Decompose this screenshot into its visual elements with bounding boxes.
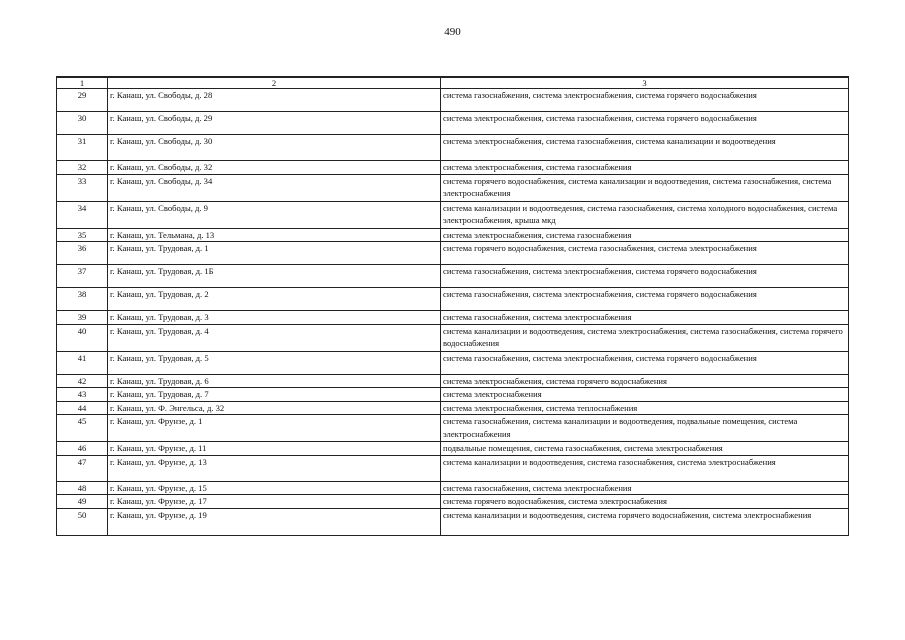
row-number-cell: 41 (57, 351, 108, 374)
systems-cell: система электроснабжения, система газоснабжения (441, 161, 849, 175)
table-row (57, 228, 849, 242)
systems-cell: система газоснабжения, система канализации и водоотведения, подвальные помещения, система электроснабжения (441, 415, 849, 442)
systems-cell: система электроснабжения, система горячего водоснабжения (441, 374, 849, 388)
table-row (57, 495, 849, 509)
table-row (57, 324, 849, 351)
systems-cell: система горячего водоснабжения, система канализации и водоотведения, система газоснабжения, система электроснабжения (441, 174, 849, 201)
address-cell: г. Канаш, ул. Трудовая, д. 4 (108, 324, 441, 351)
address-cell: г. Канаш, ул. Свободы, д. 30 (108, 135, 441, 161)
systems-cell: система электроснабжения, система газоснабжения, система горячего водоснабжения (441, 112, 849, 135)
address-cell: г. Канаш, ул. Свободы, д. 34 (108, 174, 441, 201)
address-cell: г. Канаш, ул. Фрунзе, д. 1 (108, 415, 441, 442)
row-number-cell: 42 (57, 374, 108, 388)
address-cell: г. Канаш, ул. Тельмана, д. 13 (108, 228, 441, 242)
row-number-cell: 34 (57, 201, 108, 228)
table-row (57, 288, 849, 311)
address-cell: г. Канаш, ул. Фрунзе, д. 15 (108, 481, 441, 495)
table-row (57, 442, 849, 456)
address-cell: г. Канаш, ул. Трудовая, д. 2 (108, 288, 441, 311)
systems-cell: система канализации и водоотведения, система газоснабжения, система холодного водоснабжения, система электроснабжения, крыша мкд (441, 201, 849, 228)
systems-cell: система канализации и водоотведения, система газоснабжения, система электроснабжения (441, 455, 849, 481)
systems-cell: система горячего водоснабжения, система газоснабжения, система электроснабжения (441, 242, 849, 265)
table-row (57, 415, 849, 442)
row-number-cell: 44 (57, 401, 108, 415)
row-number-cell: 39 (57, 311, 108, 325)
table-row (57, 481, 849, 495)
systems-cell: подвальные помещения, система газоснабжения, система электроснабжения (441, 442, 849, 456)
table-row (57, 135, 849, 161)
table-row (57, 374, 849, 388)
address-cell: г. Канаш, ул. Трудовая, д. 1 (108, 242, 441, 265)
table-row (57, 112, 849, 135)
row-number-cell: 35 (57, 228, 108, 242)
systems-cell: система электроснабжения, система теплоснабжения (441, 401, 849, 415)
table-row (57, 351, 849, 374)
systems-cell: система канализации и водоотведения, система электроснабжения, система газоснабжения, система горячего водоснабжения (441, 324, 849, 351)
address-cell: г. Канаш, ул. Фрунзе, д. 19 (108, 508, 441, 535)
table-row (57, 89, 849, 112)
address-cell: г. Канаш, ул. Трудовая, д. 1Б (108, 265, 441, 288)
table-header-row (57, 77, 849, 89)
page-number: 490 (444, 26, 461, 38)
table-row (57, 401, 849, 415)
table-row (57, 174, 849, 201)
row-number-cell: 33 (57, 174, 108, 201)
address-cell: г. Канаш, ул. Трудовая, д. 7 (108, 388, 441, 402)
systems-cell: система электроснабжения, система газоснабжения, система канализации и водоотведения (441, 135, 849, 161)
table-row (57, 388, 849, 402)
row-number-cell: 32 (57, 161, 108, 175)
table-row (57, 201, 849, 228)
systems-cell: система газоснабжения, система электроснабжения, система горячего водоснабжения (441, 288, 849, 311)
address-cell: г. Канаш, ул. Трудовая, д. 6 (108, 374, 441, 388)
address-cell: г. Канаш, ул. Свободы, д. 28 (108, 89, 441, 112)
address-cell: г. Канаш, ул. Трудовая, д. 5 (108, 351, 441, 374)
objects-table (56, 76, 849, 536)
row-number-cell: 30 (57, 112, 108, 135)
table-row (57, 508, 849, 535)
table-row (57, 311, 849, 325)
address-cell: г. Канаш, ул. Свободы, д. 29 (108, 112, 441, 135)
systems-cell: система газоснабжения, система электроснабжения (441, 311, 849, 325)
table-row (57, 455, 849, 481)
column-header-2: 2 (108, 77, 441, 89)
table-row (57, 265, 849, 288)
table-row (57, 242, 849, 265)
systems-cell: система электроснабжения (441, 388, 849, 402)
address-cell: г. Канаш, ул. Ф. Энгельса, д. 32 (108, 401, 441, 415)
address-cell: г. Канаш, ул. Свободы, д. 9 (108, 201, 441, 228)
systems-cell: система канализации и водоотведения, система горячего водоснабжения, система электроснабжения (441, 508, 849, 535)
table-row (57, 161, 849, 175)
address-cell: г. Канаш, ул. Трудовая, д. 3 (108, 311, 441, 325)
row-number-cell: 29 (57, 89, 108, 112)
row-number-cell: 46 (57, 442, 108, 456)
column-header-1: 1 (57, 77, 108, 89)
row-number-cell: 31 (57, 135, 108, 161)
address-cell: г. Канаш, ул. Фрунзе, д. 17 (108, 495, 441, 509)
row-number-cell: 45 (57, 415, 108, 442)
systems-cell: система горячего водоснабжения, система электроснабжения (441, 495, 849, 509)
row-number-cell: 43 (57, 388, 108, 402)
systems-cell: система газоснабжения, система электроснабжения, система горячего водоснабжения (441, 351, 849, 374)
row-number-cell: 50 (57, 508, 108, 535)
row-number-cell: 49 (57, 495, 108, 509)
address-cell: г. Канаш, ул. Фрунзе, д. 11 (108, 442, 441, 456)
systems-cell: система газоснабжения, система электроснабжения, система горячего водоснабжения (441, 89, 849, 112)
row-number-cell: 38 (57, 288, 108, 311)
address-cell: г. Канаш, ул. Свободы, д. 32 (108, 161, 441, 175)
column-header-3: 3 (441, 77, 849, 89)
row-number-cell: 36 (57, 242, 108, 265)
systems-cell: система газоснабжения, система электроснабжения, система горячего водоснабжения (441, 265, 849, 288)
address-cell: г. Канаш, ул. Фрунзе, д. 13 (108, 455, 441, 481)
systems-cell: система электроснабжения, система газоснабжения (441, 228, 849, 242)
row-number-cell: 37 (57, 265, 108, 288)
systems-cell: система газоснабжения, система электроснабжения (441, 481, 849, 495)
row-number-cell: 47 (57, 455, 108, 481)
row-number-cell: 48 (57, 481, 108, 495)
row-number-cell: 40 (57, 324, 108, 351)
